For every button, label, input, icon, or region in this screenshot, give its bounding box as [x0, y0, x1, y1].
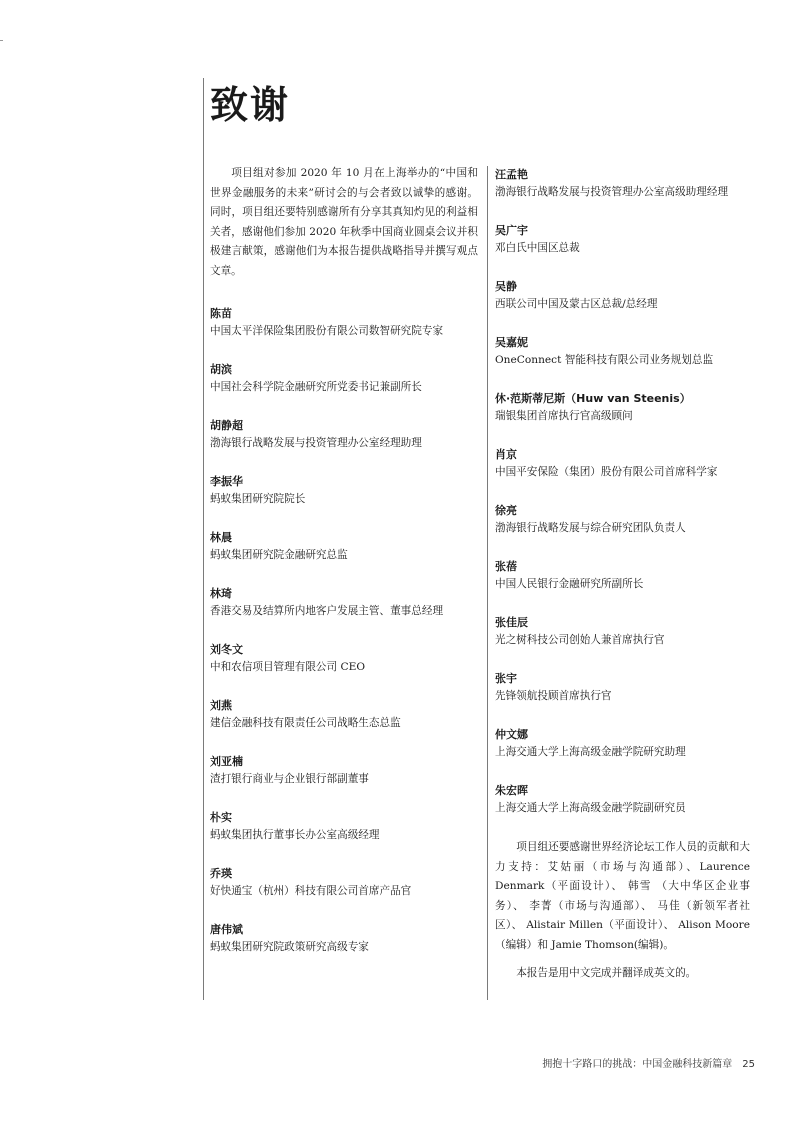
- person-role: 中国人民银行金融研究所副所长: [495, 578, 644, 590]
- person-entry: [210, 697, 478, 753]
- page-number: 25: [742, 1059, 755, 1070]
- person-entry: [210, 921, 478, 977]
- person-entry: [495, 670, 750, 726]
- person-entry: [495, 726, 750, 782]
- person-entry: [495, 782, 750, 838]
- person-entry: [210, 809, 478, 865]
- person-entry: [210, 641, 478, 697]
- person-role: 蚂蚁集团研究院政策研究高级专家: [210, 941, 369, 953]
- person-role: 中国平安保险（集团）股份有限公司首席科学家: [495, 466, 718, 478]
- person-name: 吴广宇: [495, 224, 528, 237]
- person-name: 刘冬文: [210, 643, 243, 656]
- person-role: 渣打银行商业与企业银行部副董事: [210, 773, 369, 785]
- closing-paragraph: 项目组还要感谢世界经济论坛工作人员的贡献和大力支持：艾姑丽（市场与沟通部）、Laurence Denmark（平面设计）、 韩雪 （大中华区企业事务）、 李菁（市场与沟通部）、 马佳（新领军者社区）、 Alistair Millen（平面设计）、 Alison Moore（编辑）和 Jamie Thomson(编辑)。: [495, 841, 750, 951]
- person-entry: [495, 166, 750, 222]
- person-name: 陈苗: [210, 307, 232, 320]
- corner-mark: [0, 40, 3, 41]
- person-name: 肖京: [495, 448, 517, 461]
- person-role: 瑞银集团首席执行官高级顾问: [495, 410, 633, 422]
- left-divider: [203, 78, 204, 1000]
- person-role: 西联公司中国及蒙古区总裁/总经理: [495, 298, 658, 310]
- person-entry: [495, 502, 750, 558]
- person-name: 林晨: [210, 531, 232, 544]
- person-role: 渤海银行战略发展与投资管理办公室经理助理: [210, 437, 422, 449]
- person-role: 上海交通大学上海高级金融学院研究助理: [495, 746, 686, 758]
- person-name: 休·范斯蒂尼斯（Huw van Steenis）: [495, 392, 691, 405]
- person-entry: [495, 390, 750, 446]
- person-role: 上海交通大学上海高级金融学院副研究员: [495, 802, 686, 814]
- page-title: 致谢: [210, 83, 291, 127]
- person-name: 唐伟斌: [210, 923, 243, 936]
- person-entry: [495, 614, 750, 670]
- right-column: [495, 166, 750, 983]
- person-role: 先锋领航投顾首席执行官: [495, 690, 612, 702]
- person-entry: [210, 753, 478, 809]
- person-name: 张佳辰: [495, 616, 528, 629]
- person-entry: [495, 278, 750, 334]
- person-role: 蚂蚁集团研究院院长: [210, 493, 306, 505]
- person-role: 好快通宝（杭州）科技有限公司首席产品官: [210, 885, 412, 897]
- footer-text: 拥抱十字路口的挑战：中国金融科技新篇章: [542, 1059, 733, 1070]
- person-role: 中国社会科学院金融研究所党委书记兼副所长: [210, 381, 422, 393]
- person-name: 徐亮: [495, 504, 517, 517]
- person-role: 渤海银行战略发展与综合研究团队负责人: [495, 522, 686, 534]
- person-name: 胡滨: [210, 363, 232, 376]
- page-footer: [542, 1055, 755, 1070]
- person-name: 刘燕: [210, 699, 232, 712]
- person-role: OneConnect 智能科技有限公司业务规划总监: [495, 354, 714, 366]
- person-role: 建信金融科技有限责任公司战略生态总监: [210, 717, 401, 729]
- left-people-list: [210, 305, 478, 977]
- person-role: 蚂蚁集团执行董事长办公室高级经理: [210, 829, 380, 841]
- person-name: 乔瑛: [210, 867, 232, 880]
- right-people-list: [495, 166, 750, 838]
- person-name: 李振华: [210, 475, 243, 488]
- person-entry: [210, 305, 478, 361]
- person-name: 吴静: [495, 280, 517, 293]
- person-name: 胡静超: [210, 419, 243, 432]
- person-entry: [495, 558, 750, 614]
- person-entry: [495, 222, 750, 278]
- person-entry: [210, 473, 478, 529]
- person-name: 林琦: [210, 587, 232, 600]
- closing-section: [495, 838, 750, 983]
- person-entry: [210, 585, 478, 641]
- person-role: 蚂蚁集团研究院金融研究总监: [210, 549, 348, 561]
- person-name: 朴实: [210, 811, 232, 824]
- person-role: 香港交易及结算所内地客户发展主管、董事总经理: [210, 605, 444, 617]
- person-role: 中国太平洋保险集团股份有限公司数智研究院专家: [210, 325, 444, 337]
- person-role: 中和农信项目管理有限公司 CEO: [210, 661, 366, 673]
- person-entry: [495, 446, 750, 502]
- intro-paragraph: 项目组对参加 2020 年 10 月在上海举办的“中国和世界金融服务的未来”研讨会的与会者致以诚挚的感谢。同时，项目组还要特别感谢所有分享其真知灼见的利益相关者，感谢他们参加 2020 年秋季中国商业圆桌会议并积极建言献策，感谢他们为本报告提供战略指导并撰写观点文章。: [210, 167, 478, 277]
- person-entry: [210, 529, 478, 585]
- column-divider: [487, 166, 488, 1000]
- person-name: 仲文娜: [495, 728, 528, 741]
- person-entry: [495, 334, 750, 390]
- person-entry: [210, 361, 478, 417]
- left-column: [210, 164, 478, 977]
- person-role: 光之树科技公司创始人兼首席执行官: [495, 634, 665, 646]
- person-entry: [210, 865, 478, 921]
- translation-note: 本报告是用中文完成并翻译成英文的。: [516, 966, 697, 979]
- person-name: 张宇: [495, 672, 517, 685]
- person-role: 邓白氏中国区总裁: [495, 242, 580, 254]
- person-role: 渤海银行战略发展与投资管理办公室高级助理经理: [495, 186, 729, 198]
- person-name: 张蓓: [495, 560, 517, 573]
- person-name: 汪孟艳: [495, 168, 528, 181]
- person-name: 吴嘉妮: [495, 336, 528, 349]
- person-name: 朱宏晖: [495, 784, 528, 797]
- person-entry: [210, 417, 478, 473]
- person-name: 刘亚楠: [210, 755, 243, 768]
